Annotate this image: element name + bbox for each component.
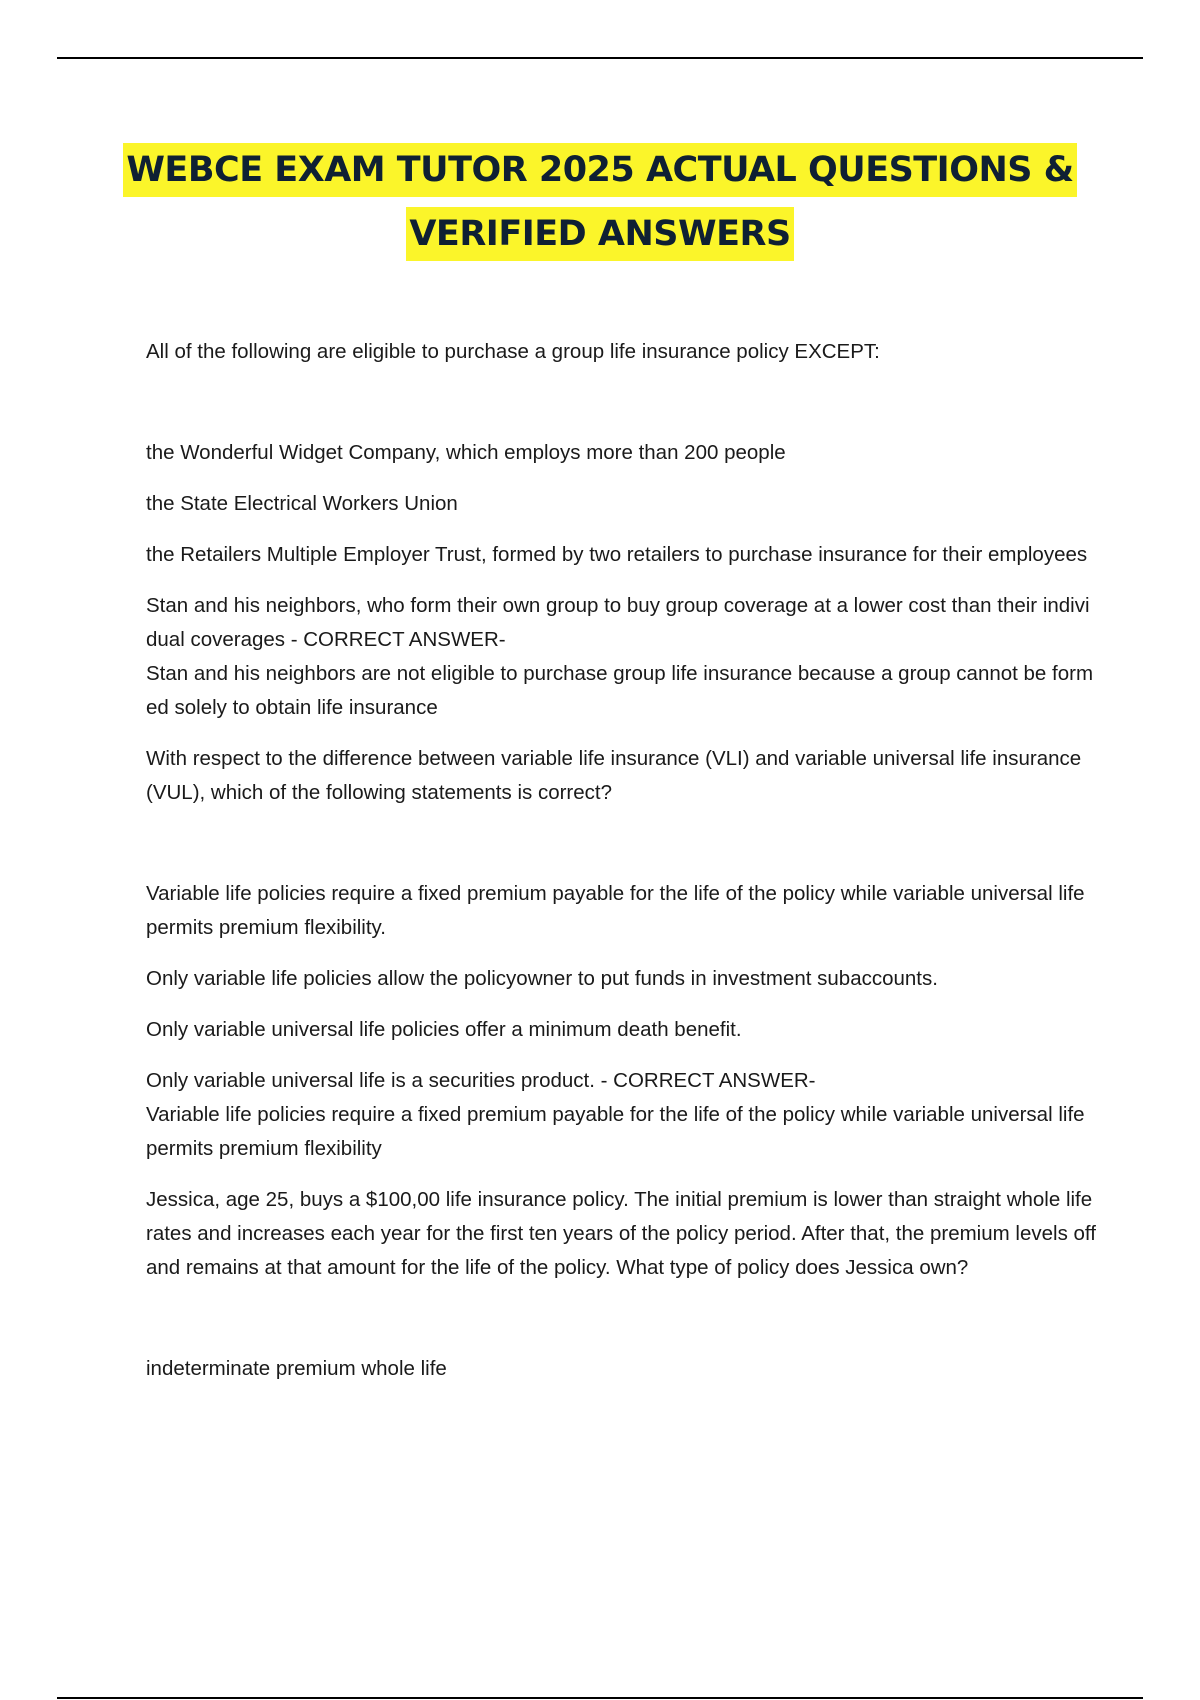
title-line-2: VERIFIED ANSWERS bbox=[406, 207, 793, 261]
option-2d: Only variable universal life is a securities product. - CORRECT ANSWER- bbox=[146, 1069, 816, 1092]
option-1d: Stan and his neighbors, who form their own group to buy group coverage at a lower cost than their individual coverages - CORRECT ANSWER- bbox=[146, 594, 1090, 651]
option-2b: Only variable life policies allow the policyowner to put funds in investment subaccounts. bbox=[146, 967, 938, 990]
document-body bbox=[146, 335, 1096, 1386]
question-1: All of the following are eligible to purchase a group life insurance policy EXCEPT: bbox=[146, 340, 880, 363]
option-3a: indeterminate premium whole life bbox=[146, 1357, 447, 1380]
option-2a: Variable life policies require a fixed premium payable for the life of the policy while variable universal life permits premium flexibility. bbox=[146, 882, 1085, 939]
option-2c: Only variable universal life policies offer a minimum death benefit. bbox=[146, 1018, 742, 1041]
document-title bbox=[57, 143, 1143, 261]
option-1c: the Retailers Multiple Employer Trust, formed by two retailers to purchase insurance for their employees bbox=[146, 543, 1088, 566]
top-rule bbox=[57, 57, 1143, 59]
answer-2: Variable life policies require a fixed premium payable for the life of the policy while variable universal life permits premium flexibility bbox=[146, 1103, 1085, 1160]
title-line-1: WEBCE EXAM TUTOR 2025 ACTUAL QUESTIONS & bbox=[123, 143, 1076, 197]
option-1b: the State Electrical Workers Union bbox=[146, 492, 458, 515]
question-3: Jessica, age 25, buys a $100,00 life insurance policy. The initial premium is lower than straight whole life rates and increases each year for the first ten years of the policy period. After that, the premium levels off and remains at that amount for the life of the policy. What type of policy does Jessica own? bbox=[146, 1188, 1096, 1279]
question-2: With respect to the difference between variable life insurance (VLI) and variable universal life insurance (VUL), which of the following statements is correct? bbox=[146, 747, 1082, 804]
option-1a: the Wonderful Widget Company, which employs more than 200 people bbox=[146, 441, 786, 464]
bottom-rule bbox=[57, 1697, 1143, 1699]
answer-1: Stan and his neighbors are not eligible to purchase group life insurance because a group cannot be formed solely to obtain life insurance bbox=[146, 662, 1094, 719]
